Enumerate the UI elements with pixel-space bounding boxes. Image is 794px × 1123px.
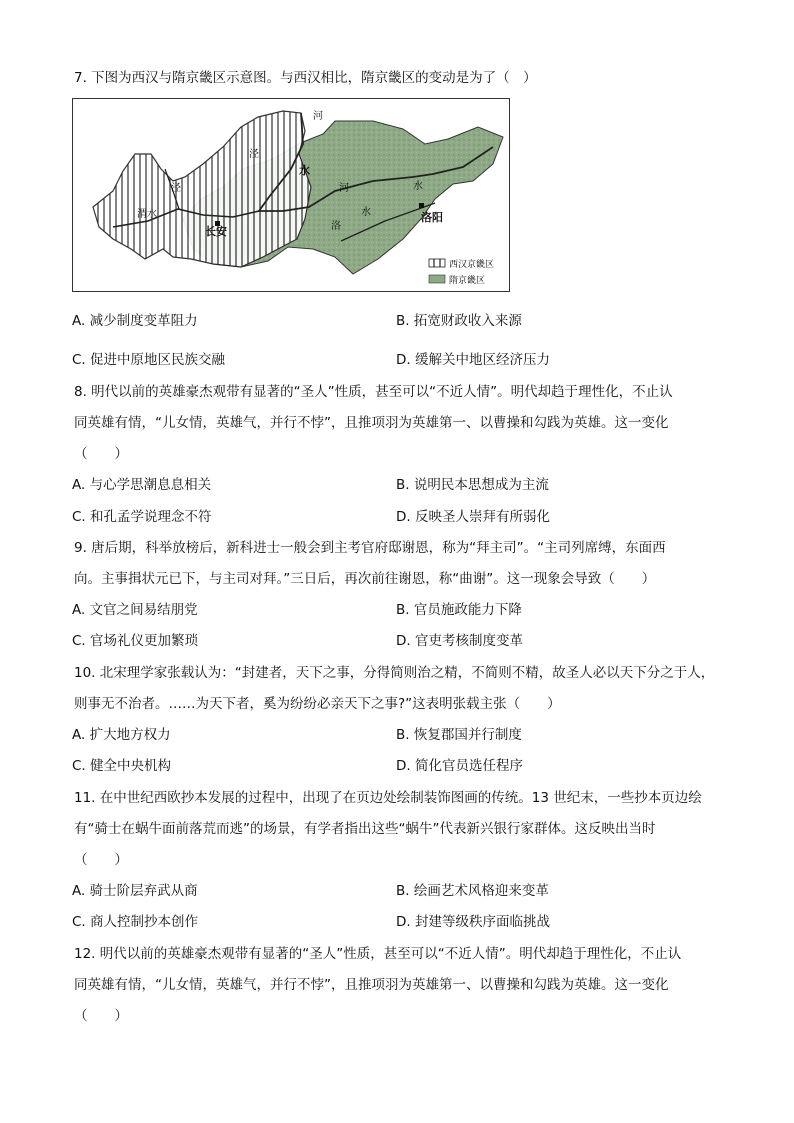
legend-swatch-sui bbox=[429, 275, 445, 283]
q10-option-d: D. 简化官员选任程序 bbox=[396, 758, 523, 774]
q8-option-b: B. 说明民本思想成为主流 bbox=[396, 477, 549, 493]
q9-option-c: C. 官场礼仪更加繁琐 bbox=[72, 633, 199, 649]
q7-option-d: D. 缓解关中地区经济压力 bbox=[396, 352, 550, 368]
q7-option-b: B. 拓宽财政收入来源 bbox=[396, 313, 522, 329]
q11-option-a: A. 骑士阶层弃武从商 bbox=[72, 883, 198, 899]
map-label-luoyang: 洛阳 bbox=[421, 211, 443, 224]
map-figure bbox=[72, 98, 510, 292]
q11-line-1: 11. 在中世纪西欧抄本发展的过程中，出现了在页边处绘制装饰图画的传统。13 世纪末，一些抄本页边绘 bbox=[74, 790, 702, 806]
q8-option-a: A. 与心学思潮息息相关 bbox=[72, 477, 212, 493]
q9-option-d: D. 官吏考核制度变革 bbox=[396, 633, 523, 649]
q8-option-c: C. 和孔孟学说理念不符 bbox=[72, 509, 212, 525]
legend-label-sui: 隋京畿区 bbox=[449, 276, 486, 286]
q11-line-3: （ ） bbox=[74, 852, 128, 868]
q10-option-a: A. 扩大地方权力 bbox=[72, 727, 171, 743]
map-label-shui: 水 bbox=[299, 164, 310, 177]
q10-line-2: 则事无不治者。……为天下者，奚为纷纷必亲天下之事?”这表明张载主张（ ） bbox=[74, 696, 561, 712]
q9-option-b: B. 官员施政能力下降 bbox=[396, 602, 522, 618]
q8-line-3: （ ） bbox=[74, 446, 128, 462]
q9-line-1: 9. 唐后期，科举放榜后，新科进士一般会到主考官府邸谢恩，称为“拜主司”。“主司列席缚，东面西 bbox=[74, 540, 666, 556]
legend-label-western-han: 西汉京畿区 bbox=[449, 260, 495, 270]
map-label-jing: 泾 bbox=[249, 149, 259, 160]
q12-line-1: 12. 明代以前的英雄豪杰观带有显著的“圣人”性质，甚至可以“不近人情”。明代却趋于理性化，不止认 bbox=[74, 946, 682, 962]
map-label-changan: 长安 bbox=[205, 225, 227, 238]
q11-option-b: B. 绘画艺术风格迎来变革 bbox=[396, 883, 549, 899]
map-label-wei-shui: 渭水 bbox=[137, 209, 157, 220]
q8-line-2: 同英雄有情，“儿女情，英雄气，并行不悖”，且推项羽为英雄第一、以曹操和勾践为英雄。这一变化 bbox=[74, 415, 669, 431]
q10-line-1: 10. 北宋理学家张载认为：“封建者，天下之事，分得简则治之精，不简则不精，故圣人必以天下分之于人， bbox=[74, 665, 715, 681]
western-han-capital-region bbox=[93, 111, 311, 267]
map-label-shui3: 水 bbox=[361, 207, 371, 218]
map-label-he: 河 bbox=[339, 183, 349, 194]
q9-line-2: 向。主事揖状元已下，与主司对拜。”三日后，再次前往谢恩，称“曲谢”。这一现象会导致（ ） bbox=[74, 571, 656, 587]
q7-option-a: A. 减少制度变革阻力 bbox=[72, 313, 198, 329]
q7-stem: 7. 下图为西汉与隋京畿区示意图。与西汉相比，隋京畿区的变动是为了（ ） bbox=[74, 70, 537, 86]
map-label-he-top: 河 bbox=[313, 111, 323, 122]
q10-option-c: C. 健全中央机构 bbox=[72, 758, 172, 774]
q7-option-c: C. 促进中原地区民族交融 bbox=[72, 352, 226, 368]
q11-option-d: D. 封建等级秩序面临挑战 bbox=[396, 914, 550, 930]
q11-line-2: 有“骑士在蜗牛面前落荒而逃”的场景，有学者指出这些“蜗牛”代表新兴银行家群体。这反映出当时 bbox=[74, 821, 656, 837]
q12-line-3: （ ） bbox=[74, 1008, 128, 1024]
map-label-shui2: 水 bbox=[413, 181, 423, 192]
map-label-jing2: 泾 bbox=[171, 183, 181, 194]
q8-line-1: 8. 明代以前的英雄豪杰观带有显著的“圣人”性质，甚至可以“不近人情”。明代却趋于理性化，不止认 bbox=[74, 384, 673, 400]
q8-option-d: D. 反映圣人崇拜有所弱化 bbox=[396, 509, 550, 525]
q12-line-2: 同英雄有情，“儿女情，英雄气，并行不悖”，且推项羽为英雄第一、以曹操和勾践为英雄。这一变化 bbox=[74, 977, 669, 993]
q10-option-b: B. 恢复郡国并行制度 bbox=[396, 727, 522, 743]
luoyang-marker bbox=[419, 203, 424, 208]
legend-swatch-western-han bbox=[429, 259, 445, 267]
q9-option-a: A. 文官之间易结朋党 bbox=[72, 602, 198, 618]
q11-option-c: C. 商人控制抄本创作 bbox=[72, 914, 199, 930]
map-label-luo: 洛 bbox=[331, 221, 341, 232]
